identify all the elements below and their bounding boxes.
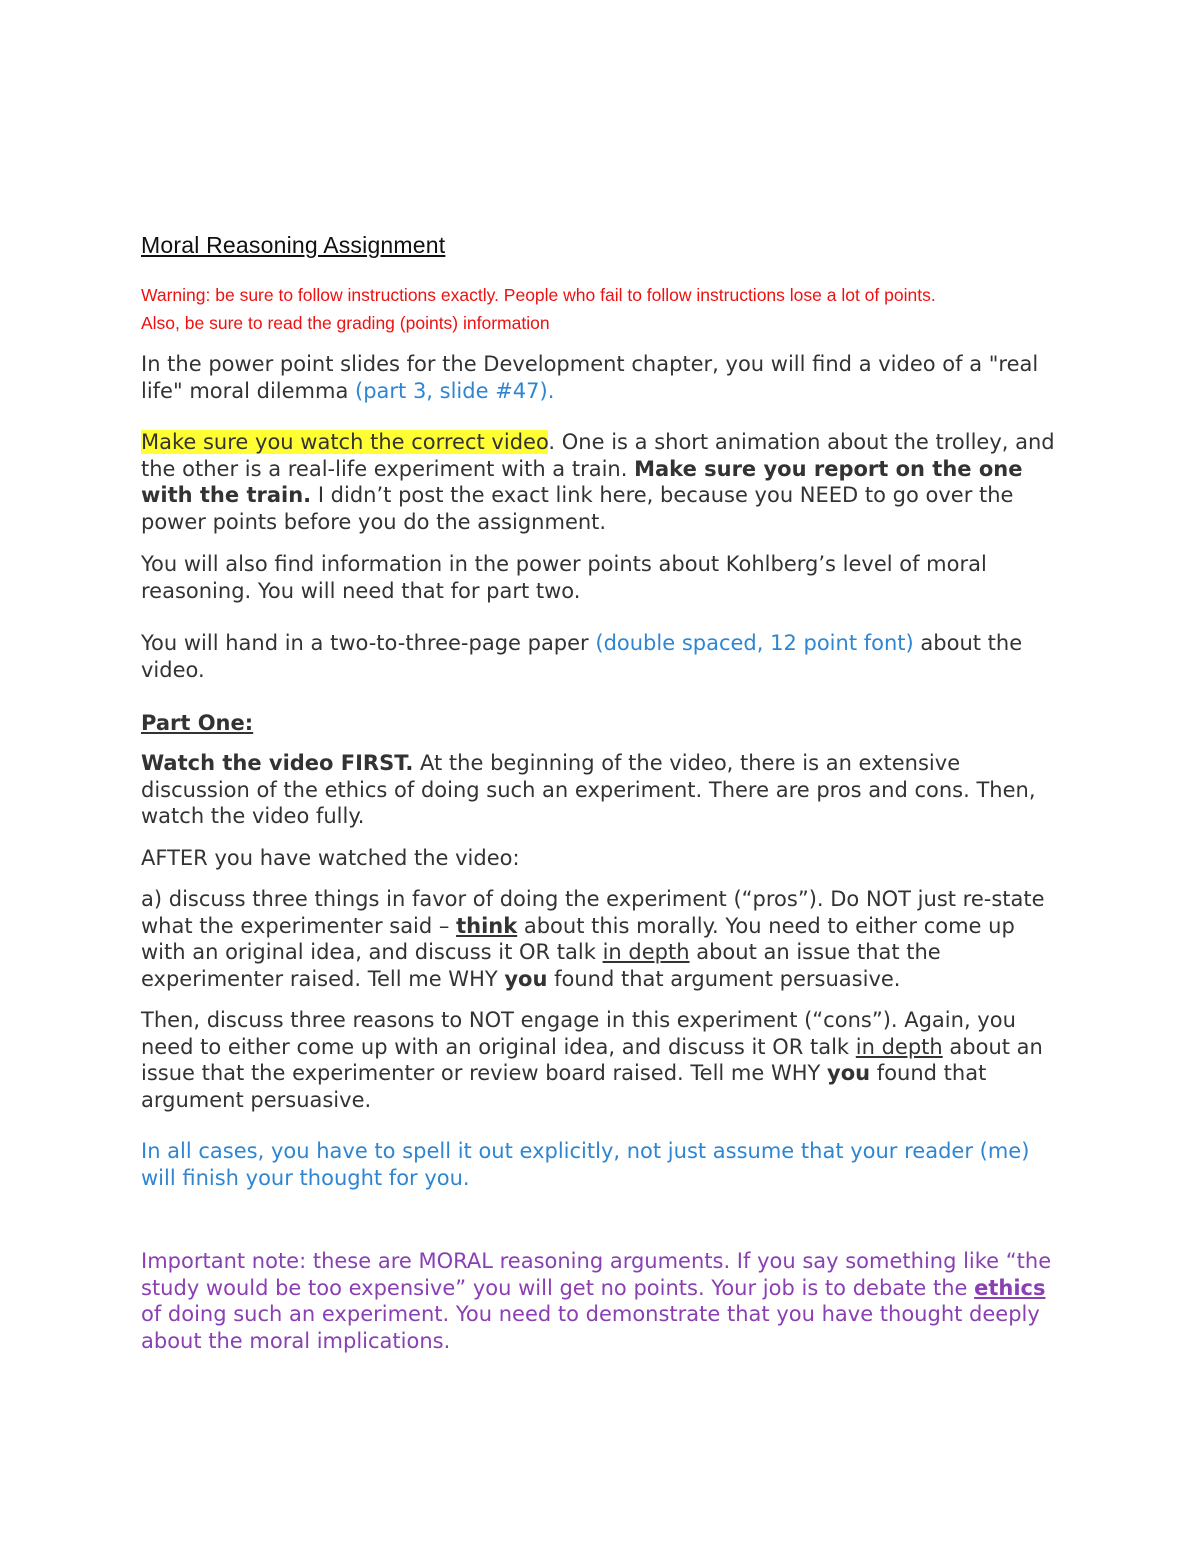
paper-text-1: You will hand in a two-to-three-page paper xyxy=(141,631,596,655)
watch-first: Watch the video FIRST. xyxy=(141,751,414,775)
in-depth-emphasis: in depth xyxy=(602,940,690,964)
paper-spec: (double spaced, 12 point font) xyxy=(595,631,914,655)
slide-reference: (part 3, slide #47). xyxy=(355,378,555,403)
part-one-heading: Part One: xyxy=(141,711,254,735)
note-text-1: Important note: these are MORAL reasoning arguments. If you say something like “the study would be too expensive” you will get no points. Your job is to debate the xyxy=(141,1249,1052,1300)
you-emphasis: you xyxy=(504,966,548,991)
document-page xyxy=(141,232,1061,1354)
highlighted-warning: Make sure you watch the correct video xyxy=(141,430,549,454)
video-note-text-2: I didn’t post the exact link here, because you NEED to go over the power points before you do the assignment. xyxy=(141,483,1014,534)
paper-paragraph xyxy=(141,630,1061,683)
kohlberg-paragraph: You will also find information in the power points about Kohlberg’s level of moral reasoning. You will need that for part two. xyxy=(141,552,987,603)
warning-notice xyxy=(141,281,1061,337)
all-cases-paragraph: In all cases, you have to spell it out explicitly, not just assume that your reader (me) will finish your thought for you. xyxy=(141,1139,1030,1190)
train-emphasis: Make sure you report on the one with the train. xyxy=(141,456,1023,507)
video-note-paragraph xyxy=(141,429,1061,535)
cons-text-2: about an issue that the experimenter or review board raised. Tell me WHY xyxy=(141,1034,1043,1085)
warning-line-2: Also, be sure to read the grading (points) information xyxy=(141,313,550,333)
cons-text-3: found that argument persuasive. xyxy=(141,1061,987,1112)
pros-text-4: found that argument persuasive. xyxy=(547,966,901,991)
watch-paragraph xyxy=(141,750,1061,830)
note-text-2: of doing such an experiment. You need to demonstrate that you have thought deeply about the moral implications. xyxy=(141,1302,1040,1353)
think-emphasis: think xyxy=(456,913,518,938)
pros-text-1: a) discuss three things in favor of doing the experiment (“pros”). Do NOT just re-state what the experimenter said – xyxy=(141,887,1045,938)
pros-paragraph xyxy=(141,886,1061,992)
in-depth-emphasis: in depth xyxy=(855,1034,943,1059)
ethics-emphasis: ethics xyxy=(974,1275,1046,1300)
paper-text-2: about the video. xyxy=(141,631,1023,682)
video-note-text-1: . One is a short animation about the trolley, and the other is a real-life experiment with a train. xyxy=(141,430,1055,481)
important-note-paragraph xyxy=(141,1248,1061,1354)
watch-text: At the beginning of the video, there is an extensive discussion of the ethics of doing such an experiment. There are pros and cons. Then, watch the video fully. xyxy=(141,751,1036,828)
after-paragraph: AFTER you have watched the video: xyxy=(141,845,520,870)
document-title: Moral Reasoning Assignment xyxy=(141,232,446,258)
pros-text-3: about an issue that the experimenter raised. Tell me WHY xyxy=(141,940,941,991)
warning-line-1: Warning: be sure to follow instructions exactly. People who fail to follow instructions lose a lot of points. xyxy=(141,285,936,305)
pros-text-2: about this morally. You need to either come up with an original idea, and discuss it OR talk xyxy=(141,913,1015,964)
cons-paragraph xyxy=(141,1007,1061,1113)
intro-text: In the power point slides for the Development chapter, you will find a video of a "real life" moral dilemma xyxy=(141,352,1039,403)
you-emphasis: you xyxy=(827,1061,871,1085)
intro-paragraph xyxy=(141,351,1061,404)
cons-text-1: Then, discuss three reasons to NOT engage in this experiment (“cons”). Again, you need to either come up with an original idea, and discuss it OR talk xyxy=(141,1008,1016,1059)
